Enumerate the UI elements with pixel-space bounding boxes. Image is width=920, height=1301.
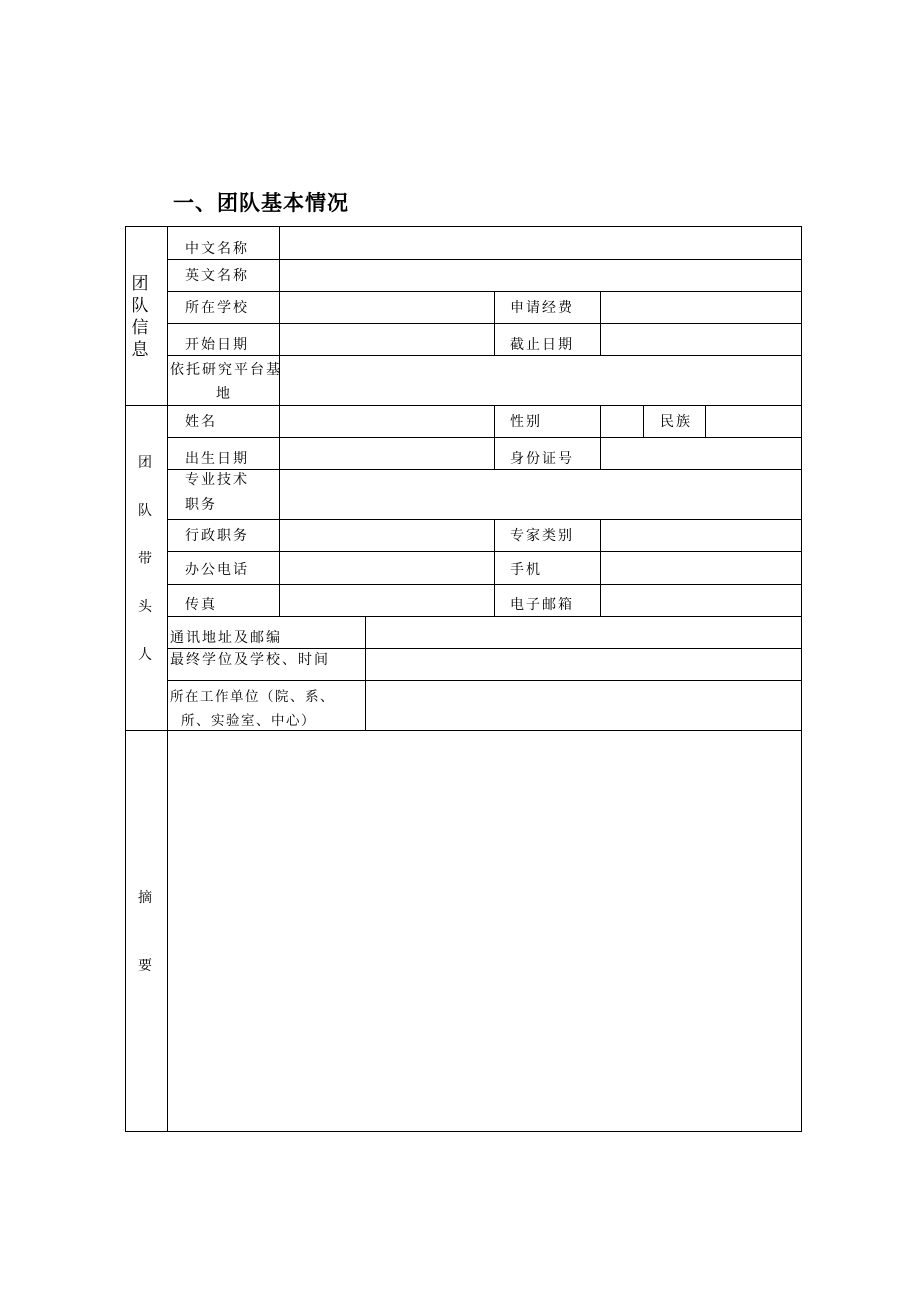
funding-field[interactable] — [602, 293, 800, 322]
professional-title-label-cont: 职务 — [185, 497, 217, 513]
ethnicity-label: 民族 — [660, 414, 692, 430]
end-date-label: 截止日期 — [510, 337, 574, 353]
start-date-label: 开始日期 — [185, 337, 249, 353]
birth-date-label: 出生日期 — [185, 451, 249, 467]
school-field[interactable] — [281, 293, 493, 322]
side-char: 队 — [138, 503, 152, 519]
side-char: 带 — [138, 551, 152, 567]
row-line — [167, 437, 802, 438]
side-char: 人 — [138, 647, 152, 663]
section-title: 一、团队基本情况 — [173, 191, 349, 215]
start-date-field[interactable] — [281, 325, 493, 354]
label-column-divider — [279, 226, 280, 617]
name-label: 姓名 — [185, 414, 217, 430]
side-char: 信 — [131, 318, 149, 338]
admin-position-label: 行政职务 — [185, 528, 249, 544]
workplace-label-cont: 所、实验室、中心） — [181, 713, 316, 729]
column-divider — [643, 405, 644, 438]
id-number-label: 身份证号 — [510, 451, 574, 467]
row-line — [167, 584, 802, 585]
row-line — [167, 648, 802, 649]
table-border-left — [125, 226, 126, 1132]
workplace-label: 所在工作单位（院、系、 — [170, 689, 335, 705]
row-line — [167, 469, 802, 470]
expert-category-label: 专家类别 — [510, 528, 574, 544]
degree-label: 最终学位及学校、时间 — [170, 652, 330, 668]
school-label: 所在学校 — [185, 300, 249, 316]
side-char: 团 — [131, 274, 149, 294]
row-line — [167, 259, 802, 260]
professional-title-label: 专业技术 — [185, 472, 249, 488]
chinese-name-label: 中文名称 — [185, 241, 249, 257]
platform-label: 依托研究平台基 — [170, 362, 282, 378]
table-border-right — [801, 226, 802, 1132]
side-column-divider — [167, 226, 168, 1132]
row-line — [167, 355, 802, 356]
english-name-label: 英文名称 — [185, 268, 249, 284]
fax-label: 传真 — [185, 597, 217, 613]
mobile-label: 手机 — [510, 562, 542, 578]
row-line — [167, 323, 802, 324]
gender-label: 性别 — [510, 414, 542, 430]
column-divider — [705, 405, 706, 438]
side-char: 头 — [138, 599, 152, 615]
side-char: 队 — [131, 296, 149, 316]
office-phone-label: 办公电话 — [185, 562, 249, 578]
row-line — [167, 680, 802, 681]
table-border-top — [125, 226, 802, 227]
abstract-field[interactable] — [169, 732, 800, 1130]
side-char: 团 — [138, 455, 152, 471]
side-char: 要 — [138, 958, 152, 974]
section-divider — [125, 405, 802, 406]
funding-label: 申请经费 — [510, 300, 574, 316]
address-label: 通讯地址及邮编 — [170, 630, 282, 646]
email-label: 电子邮箱 — [510, 597, 574, 613]
column-divider — [600, 519, 601, 617]
section-divider — [125, 730, 802, 731]
end-date-field[interactable] — [602, 325, 800, 354]
column-divider — [600, 405, 601, 470]
column-divider — [600, 291, 601, 356]
label-column-divider-wide — [365, 616, 366, 731]
side-char: 摘 — [138, 890, 152, 906]
platform-label-cont: 地 — [216, 386, 232, 402]
chinese-name-field[interactable] — [281, 228, 800, 258]
platform-field[interactable] — [281, 357, 800, 404]
table-border-bottom — [125, 1131, 802, 1132]
english-name-field[interactable] — [281, 261, 800, 290]
abstract-side-label — [135, 887, 155, 1003]
team-info-side-label — [130, 273, 150, 361]
column-divider — [494, 291, 495, 356]
side-char: 息 — [131, 340, 149, 360]
leader-side-label — [135, 452, 155, 692]
row-line — [167, 519, 802, 520]
row-line — [167, 616, 802, 617]
column-divider — [494, 519, 495, 617]
row-line — [167, 291, 802, 292]
column-divider — [494, 405, 495, 470]
row-line — [167, 551, 802, 552]
